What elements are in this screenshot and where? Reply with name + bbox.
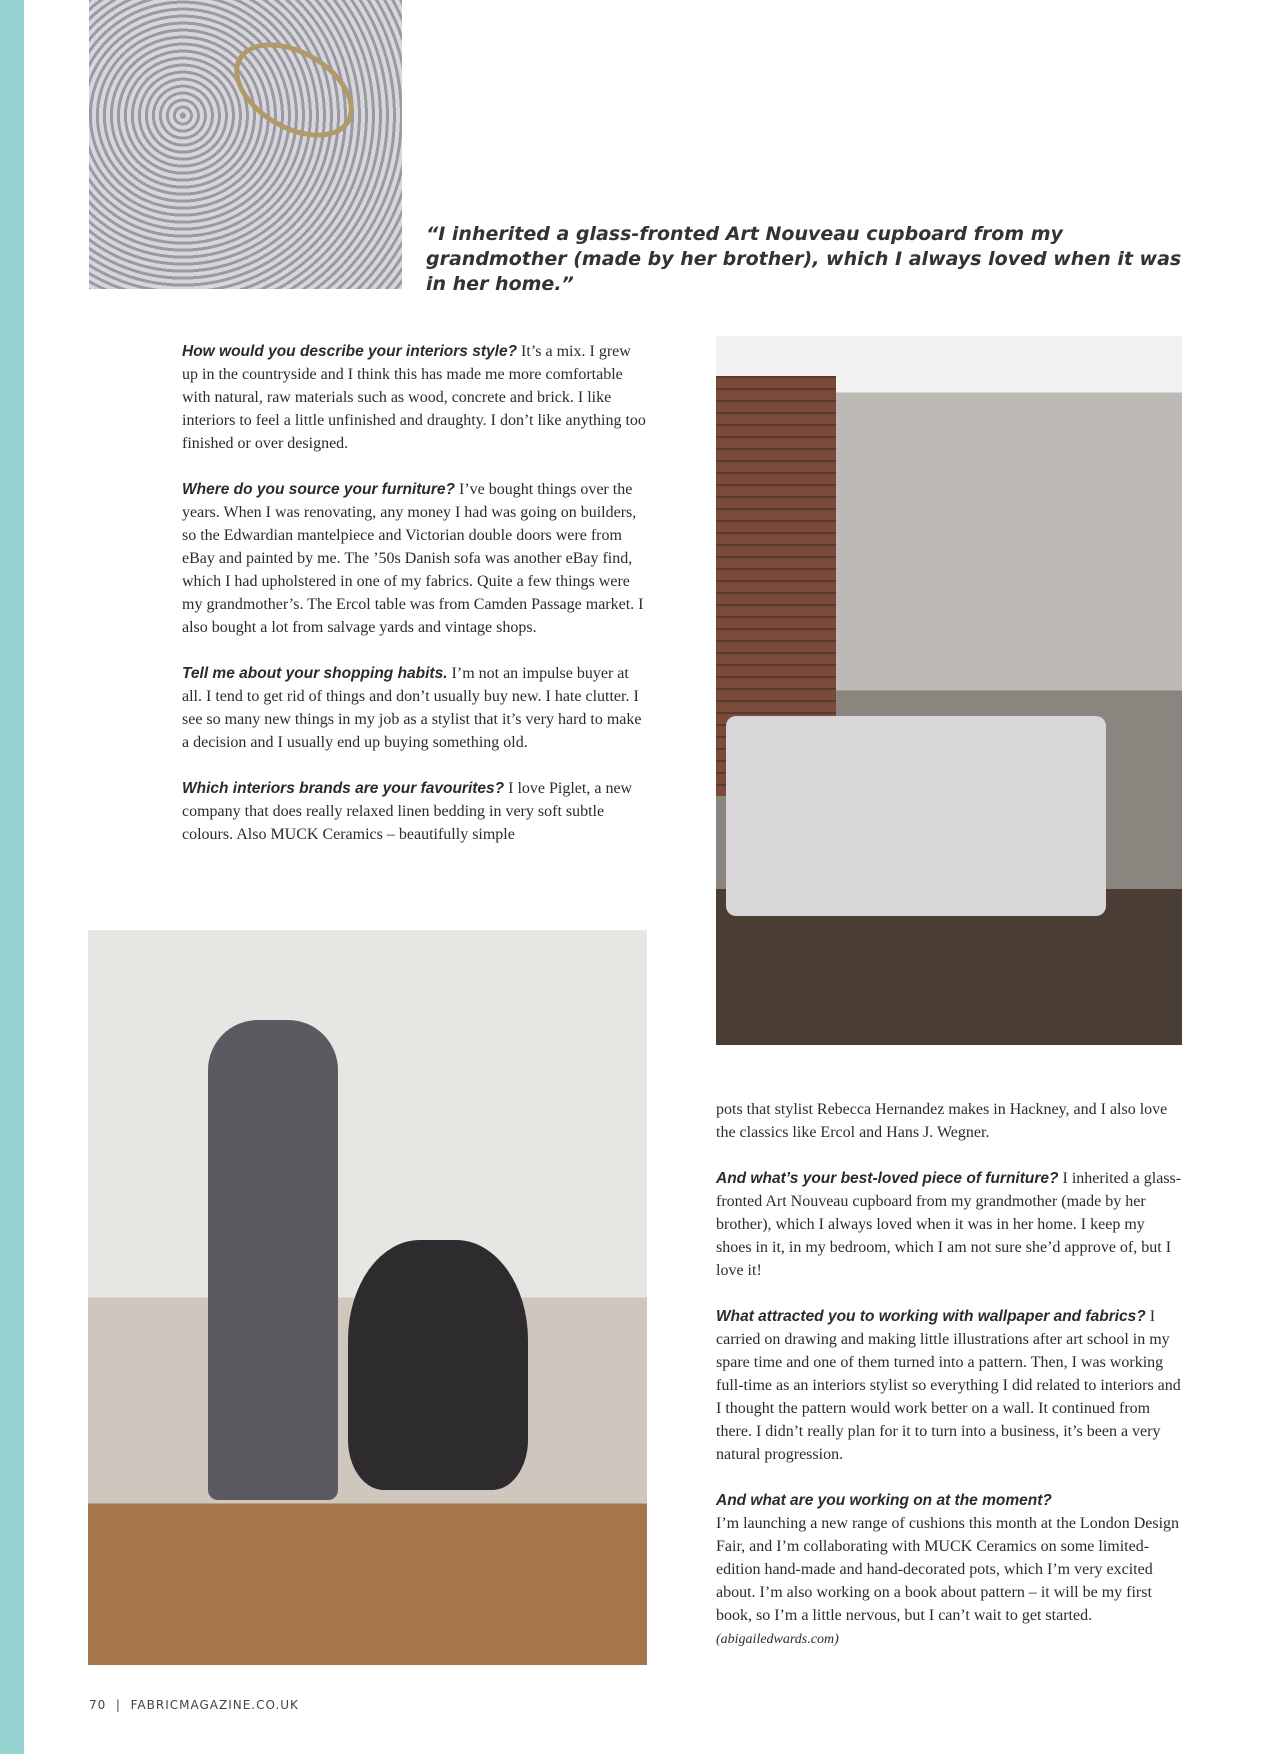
question: Which interiors brands are your favourites? [182, 780, 505, 797]
qa-paragraph [182, 340, 648, 455]
question: And what are you working on at the moment? [716, 1492, 1052, 1509]
qa-paragraph [716, 1489, 1182, 1651]
answer: I’m not an impulse buyer at all. I tend to get rid of things and don’t usually buy new. I hate clutter. I see so many new things in my job as a stylist that it’s very hard to make a decision and I usually end up buying something old. [182, 665, 642, 751]
page-footer [89, 1698, 299, 1712]
continuation-paragraph: pots that stylist Rebecca Hernandez makes in Hackney, and I also love the classics like Ercol and Hans J. Wegner. [716, 1101, 1168, 1141]
question: Where do you source your furniture? [182, 481, 455, 498]
dog-figure [348, 1240, 528, 1490]
answer: It’s a mix. I grew up in the countryside and I think this has made me more comfortable with natural, raw materials such as wood, concrete and brick. I like interiors to feel a little unfinished and draughty. I don’t like anything too finished or over designed. [182, 343, 646, 452]
woman-figure [208, 1020, 338, 1500]
teal-edge-bar [0, 0, 24, 1754]
fabric-scissors-photo [89, 0, 402, 289]
footer-site: FABRICMAGAZINE.CO.UK [130, 1698, 299, 1712]
answer: I’ve bought things over the years. When I was renovating, any money I had was going on builders, so the Edwardian mantelpiece and Victorian double doors were from eBay and painted by me. The ’50s Danish sofa was another eBay find, which I had upholstered in one of my fabrics. Quite a few things were my grandmother’s. The Ercol table was from Camden Passage market. I also bought a lot from salvage yards and vintage shops. [182, 481, 644, 636]
qa-paragraph [716, 1167, 1182, 1282]
page-number: 70 [89, 1698, 107, 1712]
question: And what’s your best-loved piece of furniture? [716, 1170, 1059, 1187]
question: How would you describe your interiors style? [182, 343, 518, 360]
qa-paragraph [182, 478, 648, 639]
bed [726, 716, 1106, 916]
question: What attracted you to working with wallpaper and fabrics? [716, 1308, 1146, 1325]
studio-portrait-photo [88, 930, 647, 1665]
scissors-icon [218, 23, 371, 157]
answer: I love Piglet, a new company that does really relaxed linen bedding in very soft subtle colours. Also MUCK Ceramics – beautifully simple [182, 780, 633, 843]
answer: I’m launching a new range of cushions this month at the London Design Fair, and I’m collaborating with MUCK Ceramics on some limited-edition hand-made and hand-decorated pots, which I’m very excited about. I’m also working on a book about pattern – it will be my first book, so I’m a little nervous, but I can’t wait to get started. [716, 1515, 1180, 1624]
right-column [716, 1098, 1182, 1674]
footer-separator: | [115, 1698, 121, 1712]
qa-paragraph [182, 777, 648, 846]
pull-quote: “I inherited a glass-fronted Art Nouveau cupboard from my grandmother (made by her brother), which I always loved when it was in her home.” [426, 223, 1182, 295]
qa-paragraph [716, 1305, 1182, 1466]
answer: I carried on drawing and making little illustrations after art school in my spare time and one of them turned into a pattern. Then, I was working full-time as an interiors stylist so everything I did related to interiors and I thought the pattern would work better on a wall. It continued from there. I didn’t really plan for it to turn into a business, it’s been a very natural progression. [716, 1308, 1181, 1463]
bedroom-photo [716, 336, 1182, 1045]
question: Tell me about your shopping habits. [182, 665, 448, 682]
left-column [182, 340, 648, 869]
answer: I inherited a glass-fronted Art Nouveau cupboard from my grandmother (made by her brother), which I always loved when it was in her home. I keep my shoes in it, in my bedroom, which I am not sure she’d approve of, but I love it! [716, 1170, 1182, 1279]
website-credit: (abigailedwards.com) [716, 1632, 839, 1647]
qa-paragraph [182, 662, 648, 754]
